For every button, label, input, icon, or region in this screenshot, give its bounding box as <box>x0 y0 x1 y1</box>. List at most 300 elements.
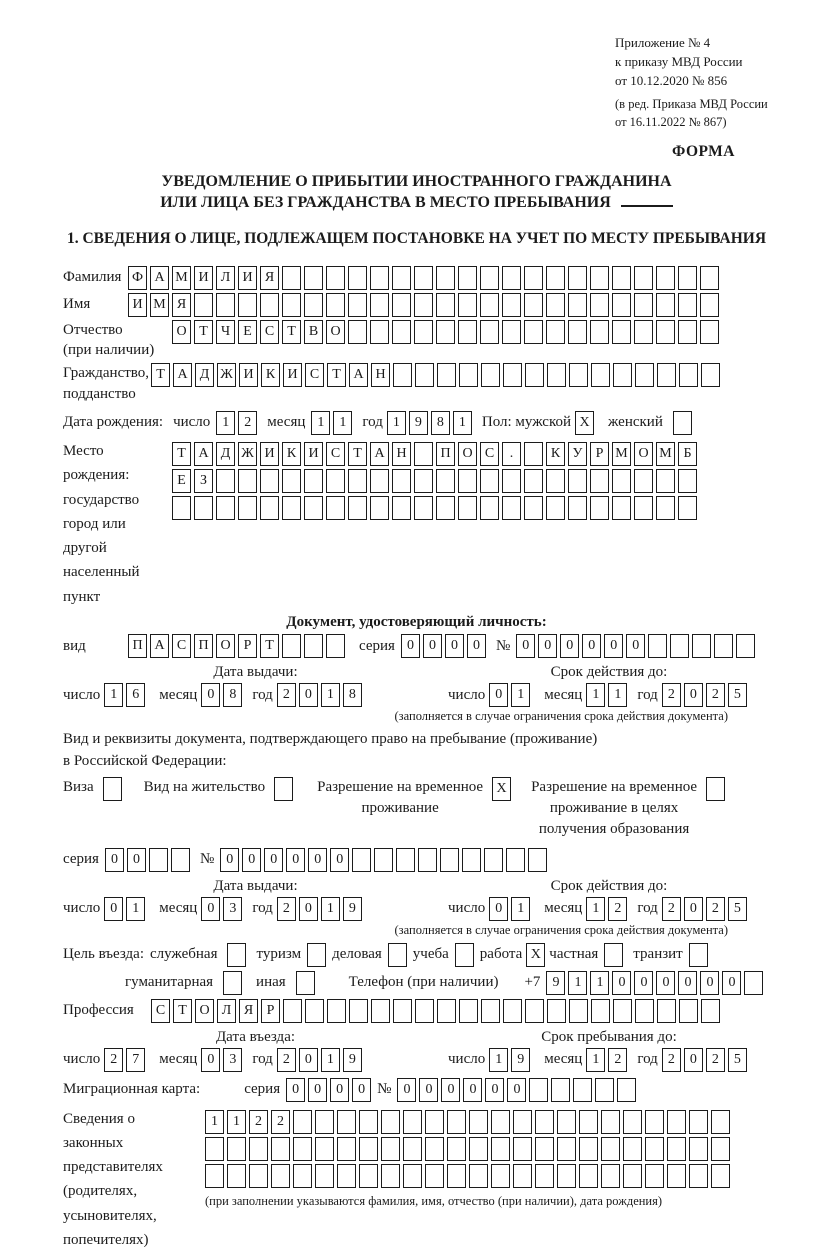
issue-month-input[interactable] <box>201 683 242 707</box>
char-box[interactable] <box>506 848 525 872</box>
char-box[interactable] <box>414 320 433 344</box>
patronymic-input[interactable] <box>172 320 719 344</box>
char-box[interactable] <box>701 363 720 387</box>
char-box[interactable]: 1 <box>511 897 530 921</box>
char-box[interactable]: 0 <box>441 1078 460 1102</box>
residence-number-input[interactable] <box>220 848 547 872</box>
char-box[interactable]: 0 <box>330 1078 349 1102</box>
char-box[interactable] <box>557 1110 576 1134</box>
char-box[interactable] <box>657 999 676 1023</box>
char-box[interactable] <box>371 999 390 1023</box>
char-box[interactable]: 0 <box>489 683 508 707</box>
char-box[interactable]: О <box>195 999 214 1023</box>
char-box[interactable]: 2 <box>277 1048 296 1072</box>
char-box[interactable] <box>502 293 521 317</box>
char-box[interactable]: 0 <box>201 683 220 707</box>
char-box[interactable] <box>271 1164 290 1188</box>
char-box[interactable]: 1 <box>387 411 406 435</box>
char-box[interactable] <box>238 469 257 493</box>
profession-input[interactable] <box>151 999 720 1023</box>
char-box[interactable]: 7 <box>126 1048 145 1072</box>
char-box[interactable] <box>546 320 565 344</box>
purpose-commercial-checkbox[interactable] <box>388 943 407 967</box>
char-box[interactable] <box>392 320 411 344</box>
char-box[interactable]: П <box>128 634 147 658</box>
char-box[interactable]: И <box>304 442 323 466</box>
char-box[interactable]: 0 <box>582 634 601 658</box>
char-box[interactable]: 1 <box>453 411 472 435</box>
char-box[interactable] <box>370 266 389 290</box>
char-box[interactable] <box>480 320 499 344</box>
char-box[interactable] <box>700 266 719 290</box>
char-box[interactable] <box>613 363 632 387</box>
char-box[interactable] <box>216 469 235 493</box>
char-box[interactable] <box>326 266 345 290</box>
char-box[interactable]: Л <box>217 999 236 1023</box>
issue-year-input[interactable] <box>277 683 362 707</box>
char-box[interactable] <box>524 320 543 344</box>
char-box[interactable] <box>304 266 323 290</box>
char-box[interactable] <box>645 1164 664 1188</box>
char-box[interactable] <box>634 496 653 520</box>
char-box[interactable] <box>205 1164 224 1188</box>
char-box[interactable] <box>194 293 213 317</box>
char-box[interactable]: О <box>216 634 235 658</box>
char-box[interactable] <box>326 496 345 520</box>
char-box[interactable] <box>546 496 565 520</box>
char-box[interactable]: З <box>194 469 213 493</box>
phone-input[interactable] <box>546 971 763 995</box>
char-box[interactable]: 6 <box>126 683 145 707</box>
char-box[interactable]: Я <box>239 999 258 1023</box>
char-box[interactable] <box>513 1164 532 1188</box>
char-box[interactable]: X <box>526 943 545 967</box>
char-box[interactable]: 1 <box>586 897 605 921</box>
char-box[interactable]: 0 <box>286 1078 305 1102</box>
char-box[interactable] <box>613 999 632 1023</box>
char-box[interactable]: Н <box>392 442 411 466</box>
char-box[interactable] <box>525 999 544 1023</box>
char-box[interactable] <box>528 848 547 872</box>
char-box[interactable]: 0 <box>264 848 283 872</box>
char-box[interactable] <box>706 777 725 801</box>
char-box[interactable] <box>425 1110 444 1134</box>
char-box[interactable] <box>491 1137 510 1161</box>
char-box[interactable]: 5 <box>728 683 747 707</box>
char-box[interactable] <box>634 320 653 344</box>
char-box[interactable] <box>502 266 521 290</box>
char-box[interactable]: 1 <box>227 1110 246 1134</box>
char-box[interactable] <box>551 1078 570 1102</box>
char-box[interactable] <box>503 999 522 1023</box>
char-box[interactable]: О <box>326 320 345 344</box>
char-box[interactable]: 0 <box>330 848 349 872</box>
char-box[interactable] <box>205 1137 224 1161</box>
char-box[interactable]: 0 <box>242 848 261 872</box>
char-box[interactable]: А <box>150 634 169 658</box>
char-box[interactable]: 2 <box>271 1110 290 1134</box>
char-box[interactable] <box>348 293 367 317</box>
char-box[interactable]: 0 <box>299 897 318 921</box>
char-box[interactable]: 0 <box>419 1078 438 1102</box>
char-box[interactable] <box>349 999 368 1023</box>
char-box[interactable]: Ж <box>238 442 257 466</box>
birth-place-row-input[interactable] <box>172 442 697 466</box>
char-box[interactable] <box>524 293 543 317</box>
char-box[interactable] <box>590 293 609 317</box>
char-box[interactable] <box>326 293 345 317</box>
char-box[interactable] <box>447 1137 466 1161</box>
char-box[interactable] <box>348 320 367 344</box>
char-box[interactable]: Ф <box>128 266 147 290</box>
representatives-row-input[interactable] <box>205 1164 730 1188</box>
char-box[interactable]: 1 <box>333 411 352 435</box>
char-box[interactable] <box>194 496 213 520</box>
char-box[interactable]: С <box>260 320 279 344</box>
char-box[interactable]: М <box>172 266 191 290</box>
purpose-humanitarian-checkbox[interactable] <box>223 971 242 995</box>
char-box[interactable] <box>678 469 697 493</box>
char-box[interactable]: 0 <box>656 971 675 995</box>
char-box[interactable] <box>645 1110 664 1134</box>
char-box[interactable] <box>480 266 499 290</box>
char-box[interactable]: Р <box>238 634 257 658</box>
char-box[interactable]: Д <box>216 442 235 466</box>
char-box[interactable] <box>425 1137 444 1161</box>
char-box[interactable] <box>447 1164 466 1188</box>
char-box[interactable]: Ч <box>216 320 235 344</box>
char-box[interactable]: Ж <box>217 363 236 387</box>
temp-residence-checkbox[interactable] <box>492 777 511 801</box>
char-box[interactable]: 0 <box>352 1078 371 1102</box>
char-box[interactable]: 3 <box>223 897 242 921</box>
char-box[interactable] <box>656 266 675 290</box>
char-box[interactable] <box>458 469 477 493</box>
char-box[interactable]: 0 <box>684 683 703 707</box>
char-box[interactable]: С <box>305 363 324 387</box>
char-box[interactable] <box>216 293 235 317</box>
char-box[interactable] <box>326 469 345 493</box>
char-box[interactable]: С <box>172 634 191 658</box>
char-box[interactable] <box>458 293 477 317</box>
char-box[interactable] <box>491 1164 510 1188</box>
char-box[interactable] <box>568 469 587 493</box>
char-box[interactable] <box>437 363 456 387</box>
char-box[interactable] <box>304 634 323 658</box>
char-box[interactable]: А <box>173 363 192 387</box>
char-box[interactable]: 2 <box>608 897 627 921</box>
doc-number-input[interactable] <box>516 634 755 658</box>
char-box[interactable] <box>304 469 323 493</box>
char-box[interactable]: 1 <box>568 971 587 995</box>
char-box[interactable]: Т <box>260 634 279 658</box>
char-box[interactable] <box>436 320 455 344</box>
char-box[interactable] <box>481 999 500 1023</box>
char-box[interactable] <box>459 999 478 1023</box>
representatives-row-input[interactable] <box>205 1137 730 1161</box>
char-box[interactable]: 5 <box>728 897 747 921</box>
char-box[interactable]: 9 <box>409 411 428 435</box>
char-box[interactable] <box>692 634 711 658</box>
char-box[interactable] <box>396 848 415 872</box>
char-box[interactable]: Е <box>172 469 191 493</box>
char-box[interactable] <box>524 266 543 290</box>
char-box[interactable] <box>480 293 499 317</box>
char-box[interactable]: 1 <box>321 897 340 921</box>
char-box[interactable]: Я <box>172 293 191 317</box>
char-box[interactable]: X <box>492 777 511 801</box>
doc-kind-input[interactable] <box>128 634 345 658</box>
char-box[interactable]: И <box>238 266 257 290</box>
char-box[interactable]: 2 <box>249 1110 268 1134</box>
char-box[interactable] <box>260 293 279 317</box>
char-box[interactable]: П <box>436 442 455 466</box>
char-box[interactable] <box>392 266 411 290</box>
char-box[interactable] <box>678 266 697 290</box>
char-box[interactable]: 0 <box>463 1078 482 1102</box>
char-box[interactable] <box>579 1137 598 1161</box>
char-box[interactable] <box>568 320 587 344</box>
char-box[interactable]: 0 <box>684 897 703 921</box>
char-box[interactable] <box>480 469 499 493</box>
char-box[interactable] <box>271 1137 290 1161</box>
char-box[interactable] <box>700 293 719 317</box>
char-box[interactable]: 0 <box>104 897 123 921</box>
char-box[interactable]: 0 <box>308 1078 327 1102</box>
char-box[interactable]: 0 <box>489 897 508 921</box>
char-box[interactable]: 0 <box>445 634 464 658</box>
char-box[interactable]: А <box>370 442 389 466</box>
char-box[interactable] <box>491 1110 510 1134</box>
char-box[interactable] <box>103 777 122 801</box>
char-box[interactable]: 0 <box>507 1078 526 1102</box>
birth-month-input[interactable] <box>311 411 352 435</box>
char-box[interactable] <box>568 266 587 290</box>
char-box[interactable] <box>238 293 257 317</box>
residence-issue-day-input[interactable] <box>104 897 145 921</box>
char-box[interactable]: 2 <box>662 1048 681 1072</box>
char-box[interactable]: 2 <box>706 683 725 707</box>
char-box[interactable]: 0 <box>299 1048 318 1072</box>
char-box[interactable] <box>469 1137 488 1161</box>
char-box[interactable]: 1 <box>608 683 627 707</box>
birth-year-input[interactable] <box>387 411 472 435</box>
char-box[interactable]: 9 <box>343 1048 362 1072</box>
char-box[interactable] <box>634 469 653 493</box>
char-box[interactable]: 2 <box>104 1048 123 1072</box>
char-box[interactable] <box>714 634 733 658</box>
char-box[interactable]: 0 <box>516 634 535 658</box>
char-box[interactable] <box>393 363 412 387</box>
char-box[interactable]: 0 <box>308 848 327 872</box>
char-box[interactable] <box>667 1110 686 1134</box>
char-box[interactable]: 8 <box>343 683 362 707</box>
sex-male-checkbox[interactable] <box>575 411 594 435</box>
char-box[interactable]: 2 <box>662 683 681 707</box>
char-box[interactable] <box>327 999 346 1023</box>
stay-month-input[interactable] <box>586 1048 627 1072</box>
char-box[interactable] <box>282 634 301 658</box>
char-box[interactable] <box>392 496 411 520</box>
char-box[interactable] <box>381 1137 400 1161</box>
valid-month-input[interactable] <box>586 683 627 707</box>
char-box[interactable] <box>617 1078 636 1102</box>
char-box[interactable] <box>529 1078 548 1102</box>
char-box[interactable]: Р <box>590 442 609 466</box>
char-box[interactable] <box>359 1164 378 1188</box>
char-box[interactable] <box>227 943 246 967</box>
char-box[interactable]: 9 <box>343 897 362 921</box>
char-box[interactable] <box>546 469 565 493</box>
entry-year-input[interactable] <box>277 1048 362 1072</box>
char-box[interactable] <box>525 363 544 387</box>
char-box[interactable]: 2 <box>277 683 296 707</box>
char-box[interactable]: 0 <box>286 848 305 872</box>
char-box[interactable] <box>590 496 609 520</box>
char-box[interactable]: У <box>568 442 587 466</box>
char-box[interactable] <box>440 848 459 872</box>
char-box[interactable] <box>484 848 503 872</box>
char-box[interactable] <box>513 1110 532 1134</box>
char-box[interactable]: . <box>502 442 521 466</box>
char-box[interactable] <box>315 1137 334 1161</box>
stay-year-input[interactable] <box>662 1048 747 1072</box>
char-box[interactable] <box>524 496 543 520</box>
char-box[interactable] <box>744 971 763 995</box>
char-box[interactable]: 0 <box>634 971 653 995</box>
char-box[interactable] <box>547 999 566 1023</box>
char-box[interactable]: Е <box>238 320 257 344</box>
purpose-work-checkbox[interactable] <box>526 943 545 967</box>
char-box[interactable] <box>403 1137 422 1161</box>
char-box[interactable] <box>223 971 242 995</box>
char-box[interactable]: 0 <box>700 971 719 995</box>
char-box[interactable]: 1 <box>311 411 330 435</box>
char-box[interactable] <box>689 1164 708 1188</box>
char-box[interactable]: X <box>575 411 594 435</box>
char-box[interactable] <box>283 999 302 1023</box>
char-box[interactable] <box>437 999 456 1023</box>
char-box[interactable]: К <box>546 442 565 466</box>
residence-issue-month-input[interactable] <box>201 897 242 921</box>
char-box[interactable]: 2 <box>608 1048 627 1072</box>
char-box[interactable]: 0 <box>220 848 239 872</box>
char-box[interactable]: А <box>349 363 368 387</box>
char-box[interactable]: Т <box>282 320 301 344</box>
char-box[interactable] <box>374 848 393 872</box>
char-box[interactable] <box>595 1078 614 1102</box>
char-box[interactable] <box>590 266 609 290</box>
char-box[interactable]: 1 <box>321 683 340 707</box>
char-box[interactable] <box>469 1164 488 1188</box>
char-box[interactable] <box>403 1164 422 1188</box>
char-box[interactable] <box>480 496 499 520</box>
char-box[interactable]: 3 <box>223 1048 242 1072</box>
char-box[interactable] <box>414 496 433 520</box>
purpose-other-checkbox[interactable] <box>296 971 315 995</box>
char-box[interactable]: 0 <box>201 897 220 921</box>
char-box[interactable]: Т <box>348 442 367 466</box>
title-blank-line[interactable] <box>621 203 673 207</box>
char-box[interactable] <box>689 1137 708 1161</box>
char-box[interactable]: Б <box>678 442 697 466</box>
char-box[interactable] <box>348 266 367 290</box>
char-box[interactable] <box>293 1110 312 1134</box>
char-box[interactable] <box>590 320 609 344</box>
char-box[interactable] <box>337 1137 356 1161</box>
char-box[interactable] <box>657 363 676 387</box>
char-box[interactable]: И <box>194 266 213 290</box>
char-box[interactable] <box>635 999 654 1023</box>
valid-year-input[interactable] <box>662 683 747 707</box>
char-box[interactable] <box>274 777 293 801</box>
char-box[interactable] <box>282 496 301 520</box>
char-box[interactable] <box>656 496 675 520</box>
sex-female-checkbox[interactable] <box>673 411 692 435</box>
char-box[interactable] <box>546 293 565 317</box>
char-box[interactable] <box>711 1164 730 1188</box>
char-box[interactable] <box>604 943 623 967</box>
char-box[interactable]: Т <box>327 363 346 387</box>
residence-valid-year-input[interactable] <box>662 897 747 921</box>
char-box[interactable]: Т <box>172 442 191 466</box>
char-box[interactable] <box>670 634 689 658</box>
char-box[interactable]: К <box>261 363 280 387</box>
char-box[interactable]: Н <box>371 363 390 387</box>
char-box[interactable] <box>612 496 631 520</box>
char-box[interactable] <box>337 1110 356 1134</box>
representatives-row-input[interactable] <box>205 1110 730 1134</box>
stay-day-input[interactable] <box>489 1048 530 1072</box>
char-box[interactable] <box>591 999 610 1023</box>
char-box[interactable] <box>436 266 455 290</box>
migration-number-input[interactable] <box>397 1078 636 1102</box>
char-box[interactable] <box>414 442 433 466</box>
char-box[interactable] <box>436 293 455 317</box>
char-box[interactable] <box>249 1164 268 1188</box>
char-box[interactable]: 0 <box>127 848 146 872</box>
char-box[interactable] <box>359 1137 378 1161</box>
entry-day-input[interactable] <box>104 1048 145 1072</box>
char-box[interactable]: М <box>150 293 169 317</box>
migration-series-input[interactable] <box>286 1078 371 1102</box>
char-box[interactable]: 2 <box>238 411 257 435</box>
char-box[interactable] <box>348 496 367 520</box>
char-box[interactable] <box>149 848 168 872</box>
char-box[interactable]: 0 <box>684 1048 703 1072</box>
char-box[interactable] <box>388 943 407 967</box>
char-box[interactable] <box>359 1110 378 1134</box>
char-box[interactable] <box>436 496 455 520</box>
char-box[interactable]: 1 <box>511 683 530 707</box>
char-box[interactable]: 1 <box>590 971 609 995</box>
char-box[interactable]: Д <box>195 363 214 387</box>
char-box[interactable] <box>569 999 588 1023</box>
char-box[interactable] <box>462 848 481 872</box>
residence-issue-year-input[interactable] <box>277 897 362 921</box>
char-box[interactable] <box>656 293 675 317</box>
char-box[interactable] <box>645 1137 664 1161</box>
char-box[interactable] <box>249 1137 268 1161</box>
char-box[interactable] <box>370 496 389 520</box>
char-box[interactable]: 0 <box>423 634 442 658</box>
purpose-tourism-checkbox[interactable] <box>307 943 326 967</box>
char-box[interactable] <box>513 1137 532 1161</box>
char-box[interactable] <box>418 848 437 872</box>
char-box[interactable] <box>392 293 411 317</box>
char-box[interactable] <box>415 999 434 1023</box>
char-box[interactable] <box>700 320 719 344</box>
